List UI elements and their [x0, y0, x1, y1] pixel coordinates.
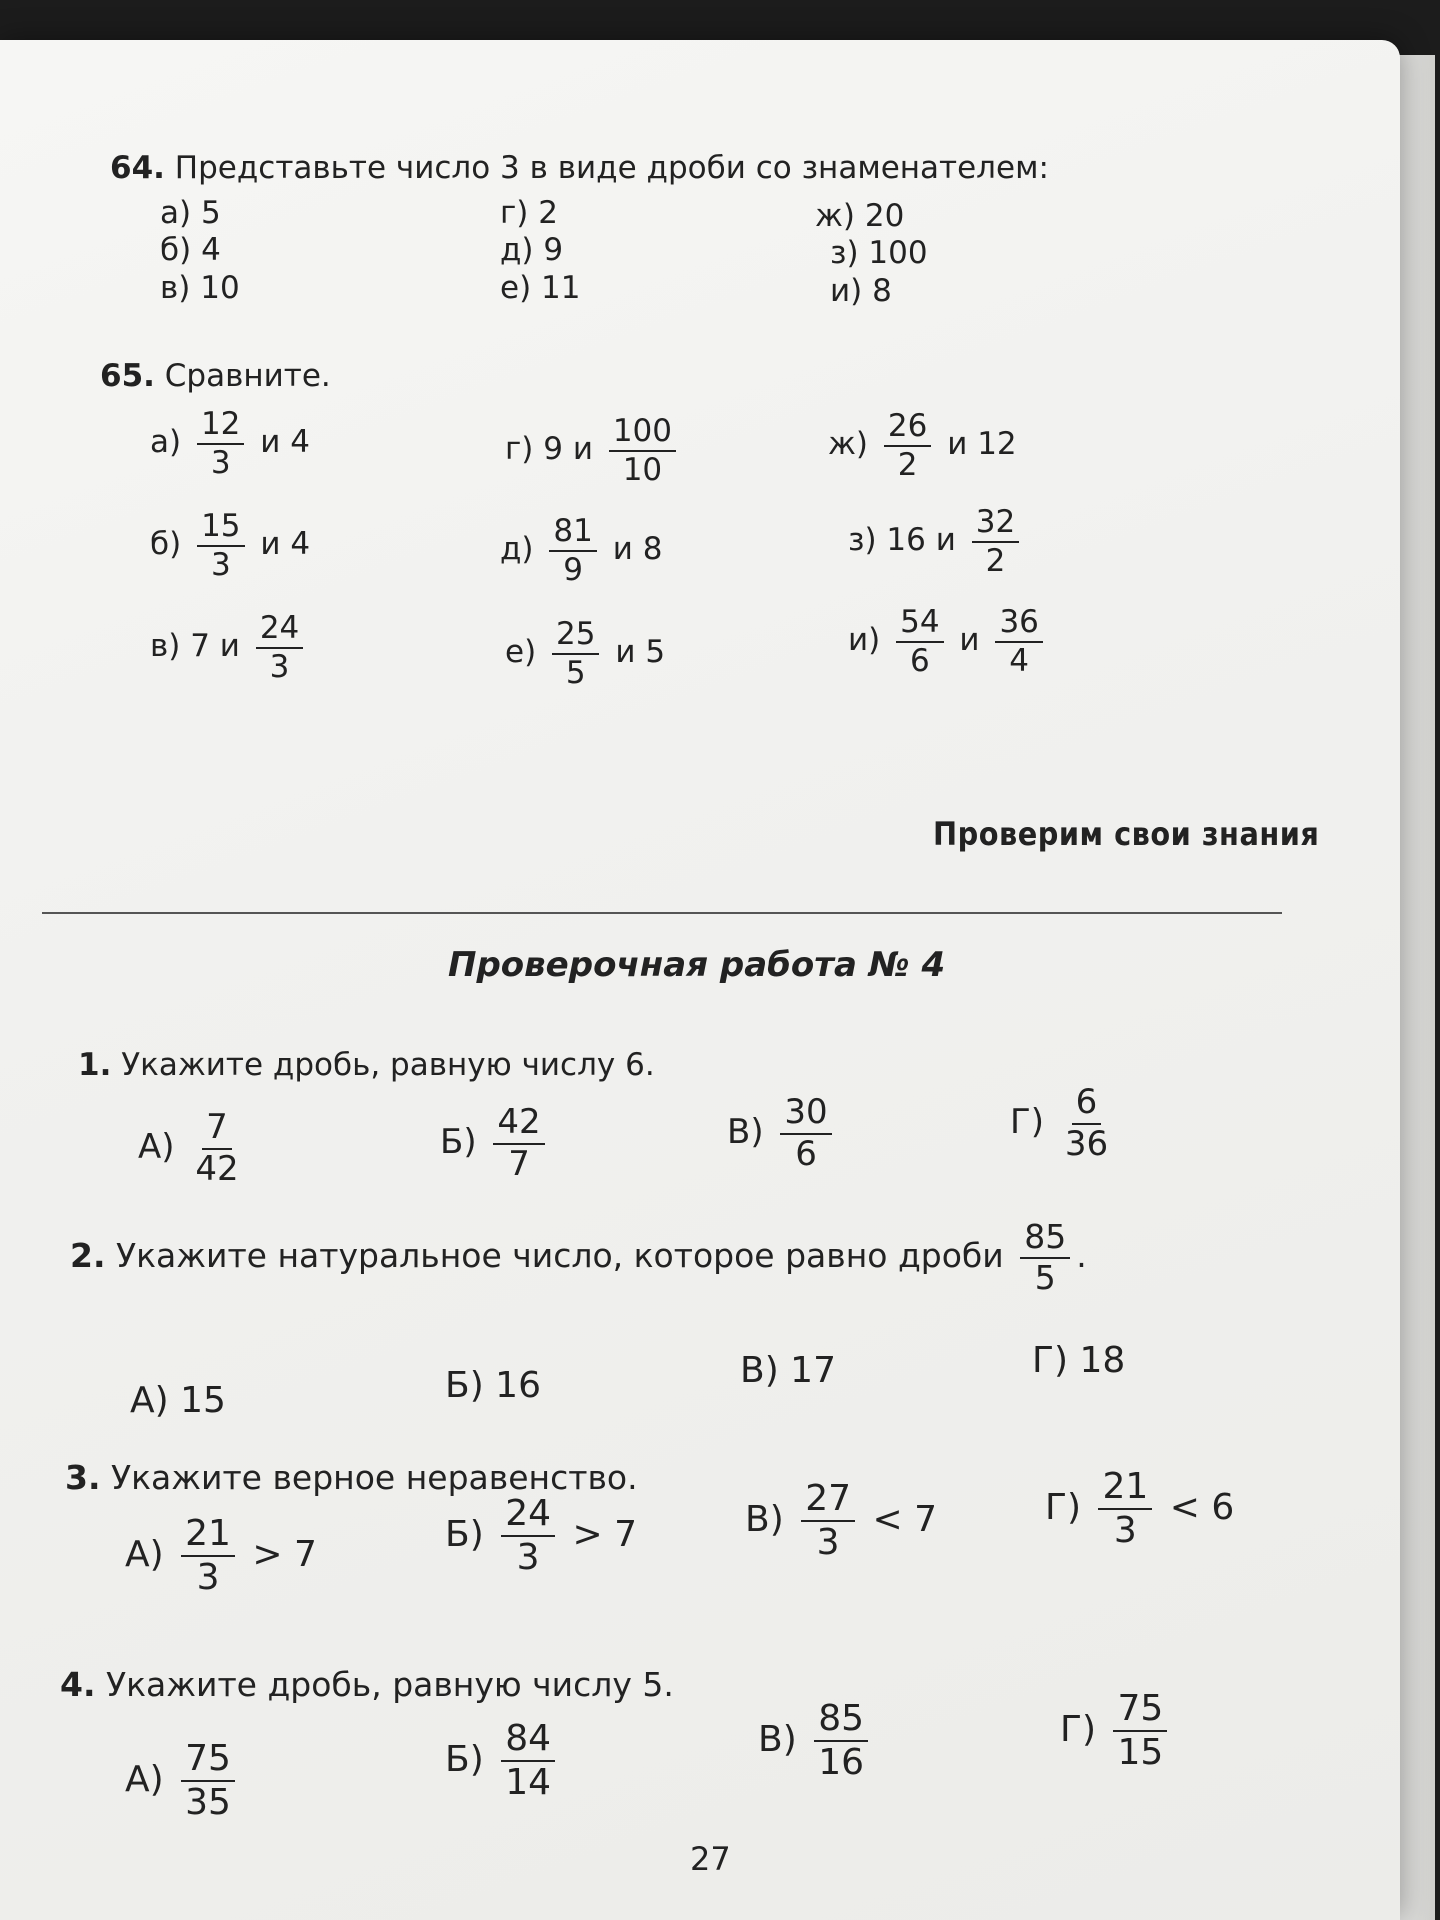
fraction: [552, 618, 599, 689]
option-label: А): [138, 1127, 175, 1168]
fraction: [181, 1740, 235, 1822]
option-tail: < 6: [1169, 1486, 1235, 1528]
ex65-item-v: [150, 612, 309, 683]
denominator: 9: [563, 551, 583, 588]
item-tail: и 8: [612, 531, 663, 568]
q3-text: Укажите верное неравенство.: [111, 1458, 638, 1497]
denominator: 7: [508, 1143, 530, 1184]
q4-option-a: [125, 1740, 241, 1822]
numerator: 36: [995, 606, 1042, 643]
denominator: 6: [909, 642, 930, 679]
ex65-item-b: [150, 510, 310, 581]
denominator: 3: [1113, 1509, 1137, 1551]
numerator: 54: [896, 606, 943, 643]
q2-period: .: [1076, 1236, 1087, 1276]
numerator: 7: [202, 1110, 232, 1150]
numerator: 85: [1020, 1220, 1070, 1259]
q1-heading: [78, 1047, 655, 1083]
ex65-item-zh: [828, 410, 1017, 481]
denominator: 4: [1009, 642, 1030, 679]
fraction: [1098, 1468, 1152, 1550]
numerator: 6: [1072, 1085, 1102, 1125]
item-tail: и 12: [947, 426, 1017, 463]
fraction: [972, 506, 1019, 577]
numerator: 15: [197, 510, 244, 547]
q4-option-b: [445, 1720, 561, 1802]
numerator: 42: [493, 1105, 544, 1145]
ex65-item-e: [505, 618, 665, 689]
q1-option-b: [440, 1102, 551, 1184]
ex64-item: в) 10: [160, 270, 240, 306]
denominator: 3: [516, 1536, 540, 1578]
numerator: 27: [801, 1480, 855, 1522]
fraction: [609, 415, 676, 486]
fraction: [1061, 1082, 1112, 1164]
option-tail: > 7: [572, 1513, 637, 1555]
option-label: А): [125, 1758, 164, 1800]
q4-text: Укажите дробь, равную числу 5.: [106, 1665, 674, 1704]
option-label: А): [125, 1533, 164, 1575]
ex64-text: Представьте число 3 в виде дроби со знаменателем:: [174, 150, 1049, 186]
numerator: 75: [181, 1740, 235, 1782]
ex64-heading: [110, 150, 1049, 186]
q1-option-v: [727, 1092, 838, 1174]
ex64-item: и) 8: [830, 273, 892, 309]
ex64-number: 64.: [110, 150, 165, 186]
numerator: 24: [256, 612, 303, 649]
item-tail: и 5: [615, 634, 666, 671]
section-title: Проверим свои знания: [933, 815, 1320, 853]
numerator: 100: [609, 415, 676, 452]
numerator: 81: [549, 515, 596, 552]
denominator: 2: [985, 542, 1006, 579]
fraction: [256, 612, 303, 683]
ex65-number: 65.: [100, 358, 155, 394]
q3-number: 3.: [65, 1458, 101, 1497]
option-label: Г): [1010, 1102, 1044, 1143]
numerator: 75: [1113, 1690, 1167, 1732]
ex65-item-i: [848, 606, 1049, 677]
workbook-page: [0, 40, 1400, 1920]
fraction: [197, 408, 244, 479]
denominator: 42: [195, 1148, 239, 1189]
ex65-heading: [100, 358, 331, 394]
ex64-item: з) 100: [830, 235, 928, 271]
option-label: Б): [445, 1738, 484, 1780]
item-label: г) 9 и: [505, 431, 593, 468]
q1-option-a: [138, 1107, 249, 1189]
denominator: 10: [622, 451, 663, 488]
fraction: [1020, 1217, 1070, 1297]
option-label: В): [727, 1112, 764, 1153]
q1-number: 1.: [78, 1047, 112, 1083]
item-label: д): [500, 531, 534, 568]
numerator: 12: [197, 408, 244, 445]
item-tail: и 4: [260, 526, 311, 563]
numerator: 85: [814, 1700, 868, 1742]
item-label: и): [848, 622, 881, 659]
denominator: 3: [210, 444, 231, 481]
item-label: е): [505, 634, 537, 671]
option-tail: > 7: [252, 1533, 317, 1575]
denominator: 5: [1034, 1257, 1056, 1297]
fraction: [780, 1092, 831, 1174]
fraction: [549, 515, 596, 586]
denominator: 5: [565, 654, 586, 691]
numerator: 25: [552, 618, 599, 655]
fraction: [995, 606, 1042, 677]
denominator: 3: [816, 1521, 840, 1563]
fraction: [1113, 1690, 1167, 1772]
item-label: з) 16 и: [848, 522, 956, 559]
ex65-item-a: [150, 408, 310, 479]
fraction: [181, 1515, 235, 1597]
denominator: 15: [1117, 1731, 1164, 1773]
denominator: 35: [185, 1781, 231, 1823]
q2-text: Укажите натуральное число, которое равно дроби: [116, 1236, 1004, 1276]
fraction: [884, 410, 931, 481]
denominator: 3: [196, 1556, 220, 1598]
denominator: 3: [269, 648, 290, 685]
q3-option-g: [1045, 1468, 1234, 1550]
q4-number: 4.: [60, 1665, 96, 1704]
fraction: [801, 1480, 855, 1562]
q2-number: 2.: [70, 1236, 106, 1276]
fraction: [197, 510, 244, 581]
ex64-item: д) 9: [500, 232, 564, 268]
item-label: в) 7 и: [150, 628, 240, 665]
fraction: [501, 1495, 555, 1577]
option-label: В): [758, 1718, 797, 1760]
numerator: 26: [884, 410, 931, 447]
q2-option-v: В) 17: [740, 1350, 836, 1391]
q2-option-g: Г) 18: [1032, 1340, 1126, 1381]
option-tail: < 7: [872, 1498, 937, 1540]
section-divider: [42, 912, 1282, 914]
ex65-item-d: [500, 515, 662, 586]
q4-heading: [60, 1665, 674, 1704]
q2-heading: [70, 1217, 1087, 1297]
denominator: 6: [795, 1133, 817, 1174]
q1-option-g: [1010, 1082, 1118, 1164]
fraction: [896, 606, 943, 677]
fraction: [501, 1720, 555, 1802]
fraction: [814, 1700, 868, 1782]
ex64-item: г) 2: [500, 195, 558, 231]
ex65-item-z: [848, 506, 1025, 577]
denominator: 14: [505, 1761, 552, 1803]
numerator: 32: [972, 506, 1019, 543]
work-title: Проверочная работа № 4: [448, 945, 946, 985]
denominator: 3: [210, 546, 231, 583]
q4-option-g: [1060, 1690, 1173, 1772]
item-label: ж): [828, 426, 869, 463]
denominator: 36: [1064, 1123, 1109, 1164]
option-label: Г): [1045, 1486, 1081, 1528]
option-label: Б): [440, 1122, 477, 1163]
fraction: [191, 1107, 242, 1189]
denominator: 2: [897, 446, 918, 483]
numerator: 30: [780, 1095, 831, 1135]
q1-text: Укажите дробь, равную числу 6.: [121, 1047, 655, 1083]
ex65-text: Сравните.: [164, 358, 331, 394]
q3-option-v: [745, 1480, 937, 1562]
denominator: 16: [818, 1741, 865, 1783]
q3-option-a: [125, 1515, 317, 1597]
ex64-item: е) 11: [500, 270, 581, 306]
q3-option-b: [445, 1495, 637, 1577]
item-label: а): [150, 424, 182, 461]
q2-option-b: Б) 16: [445, 1365, 541, 1406]
numerator: 21: [181, 1515, 235, 1557]
ex64-item: а) 5: [160, 195, 221, 231]
item-tail: и 4: [260, 424, 310, 461]
option-label: В): [745, 1498, 784, 1540]
ex64-item: ж) 20: [815, 198, 905, 234]
numerator: 24: [501, 1495, 555, 1537]
option-label: Г): [1060, 1708, 1096, 1750]
numerator: 21: [1098, 1468, 1152, 1510]
item-label: б): [150, 526, 182, 563]
q4-option-v: [758, 1700, 874, 1782]
fraction: [493, 1102, 544, 1184]
numerator: 84: [501, 1720, 555, 1762]
ex65-item-g: [505, 415, 682, 486]
item-mid: и: [959, 622, 980, 659]
q2-option-a: А) 15: [130, 1380, 226, 1421]
ex64-item: б) 4: [160, 232, 221, 268]
page-number: 27: [690, 1840, 731, 1878]
option-label: Б): [445, 1513, 484, 1555]
q3-heading: [65, 1458, 638, 1497]
